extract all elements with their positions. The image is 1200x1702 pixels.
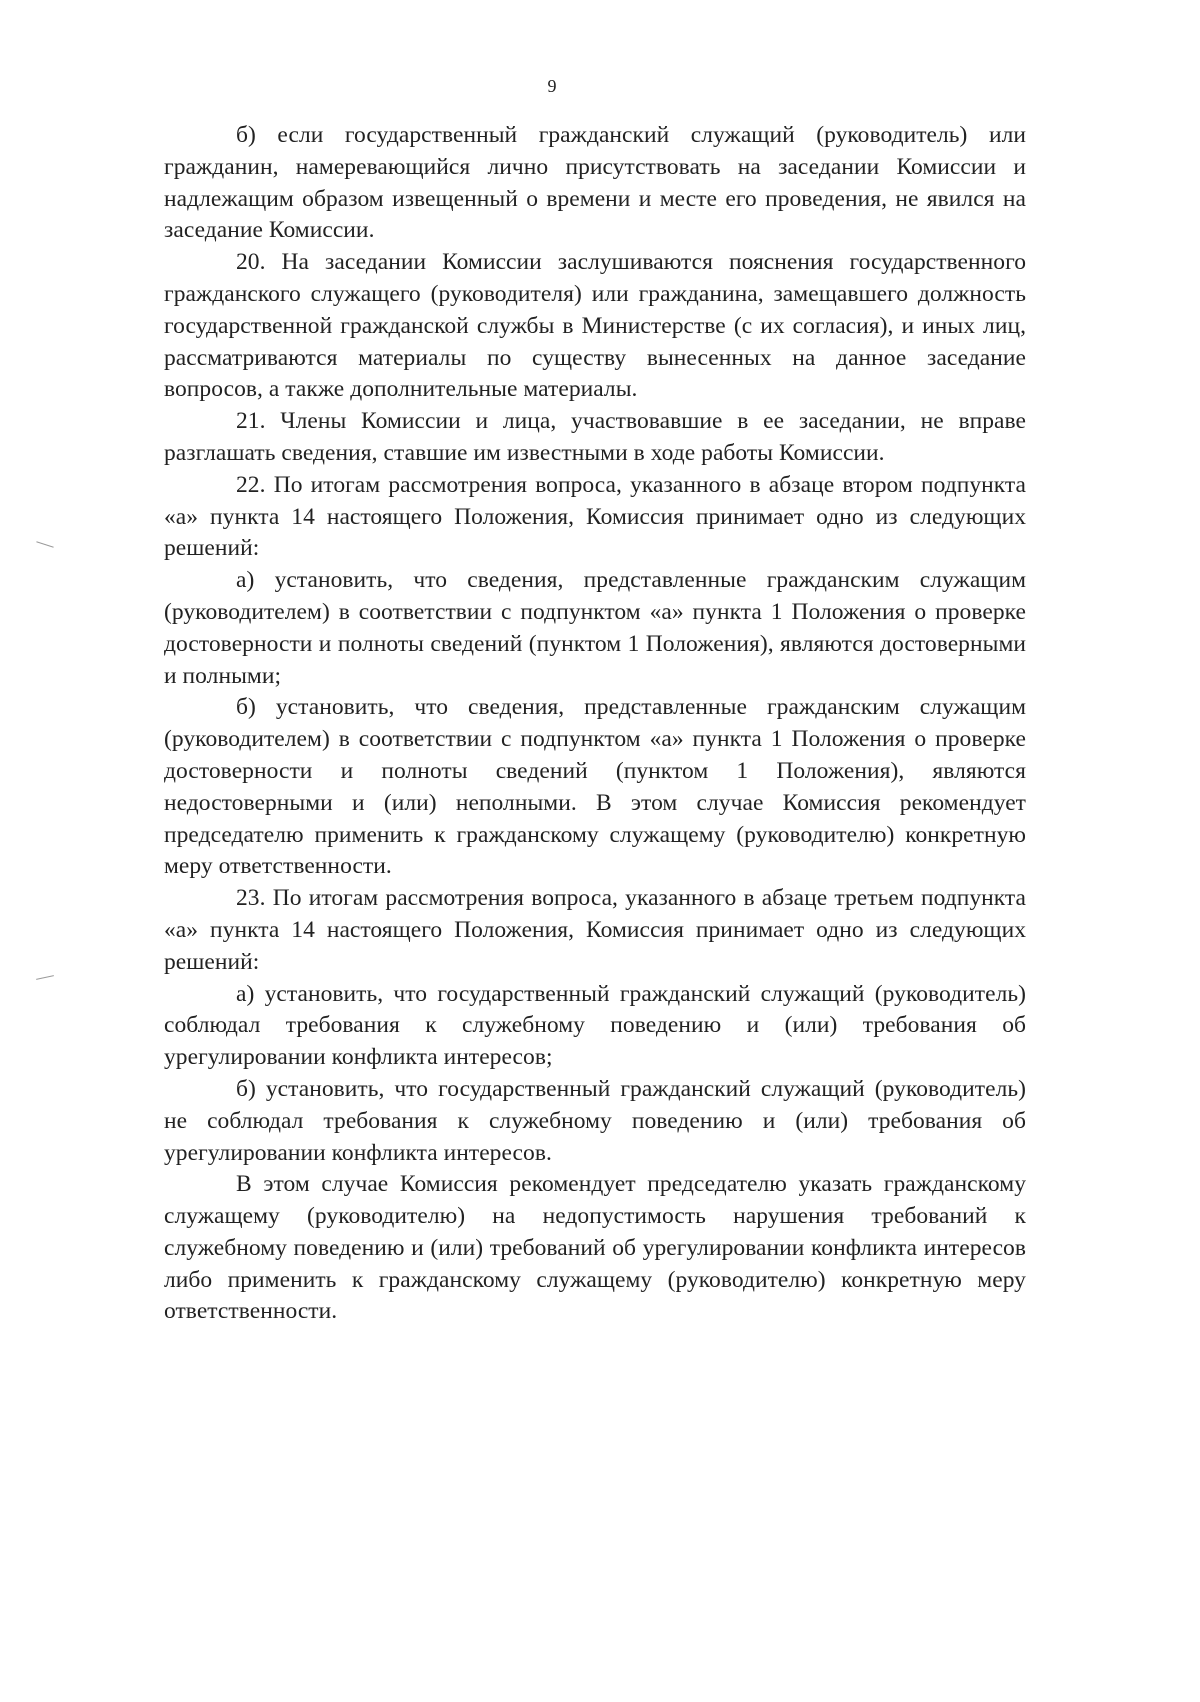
paragraph-23a: а) установить, что государственный гражданский служащий (руководитель) соблюдал требования к служебному поведению и (или) требования об урегулировании конфликта интересов; xyxy=(164,980,1026,1071)
paragraph-22: 22. По итогам рассмотрения вопроса, указанного в абзаце втором подпункта «а» пункта 14 настоящего Положения, Комиссия принимает одно из следующих решений: xyxy=(164,471,1026,562)
paragraph-23-conclusion: В этом случае Комиссия рекомендует председателю указать гражданскому служащему (руководителю) на недопустимость нарушения требований к служебному поведению и (или) требований об урегулировании конфликта интересов либо применить к гражданскому служащему (руководителю) конкретную меру ответственности. xyxy=(164,1171,1026,1325)
paragraph-22a: а) установить, что сведения, представленные гражданским служащим (руководителем) в соответствии с подпунктом «а» пункта 1 Положения о проверке достоверности и полноты сведений (пунктом 1 Положения), являются достоверными и полными; xyxy=(164,567,1026,689)
page-number: 9 xyxy=(547,76,557,96)
paragraph-22b: б) установить, что сведения, представленные гражданским служащим (руководителем) в соответствии с подпунктом «а» пункта 1 Положения о проверке достоверности и полноты сведений (пунктом 1 Положения), являются недостоверными и (или) неполными. В этом случае Комиссия рекомендует председателю применить к гражданскому служащему (руководителю) конкретную меру ответственности. xyxy=(164,694,1026,880)
paragraph-23b: б) установить, что государственный гражданский служащий (руководитель) не соблюдал требования к служебному поведению и (или) требования об урегулировании конфликта интересов. xyxy=(164,1075,1026,1166)
scan-mark-lower xyxy=(36,975,54,980)
paragraph-21: 21. Члены Комиссии и лица, участвовавшие в ее заседании, не вправе разглашать сведения, ставшие им известными в ходе работы Комиссии. xyxy=(164,408,1026,466)
paragraph-23: 23. По итогам рассмотрения вопроса, указанного в абзаце третьем подпункта «а» пункта 14 настоящего Положения, Комиссия принимает одно из следующих решений: xyxy=(164,885,1026,975)
paragraph-19b: б) если государственный гражданский служащий (руководитель) или гражданин, намеревающийся лично присутствовать на заседании Комиссии и надлежащим образом извещенный о времени и месте его проведения, не явился на заседание Комиссии. xyxy=(164,122,1026,244)
document-body xyxy=(164,120,1026,1328)
paragraph-20: 20. На заседании Комиссии заслушиваются пояснения государственного гражданского служащего (руководителя) или гражданина, замещавшего должность государственной гражданской службы в Министерстве (с их согласия), и иных лиц, рассматриваются материалы по существу вынесенных на данное заседание вопросов, а также дополнительные материалы. xyxy=(164,249,1026,403)
scan-mark-upper xyxy=(36,541,53,548)
